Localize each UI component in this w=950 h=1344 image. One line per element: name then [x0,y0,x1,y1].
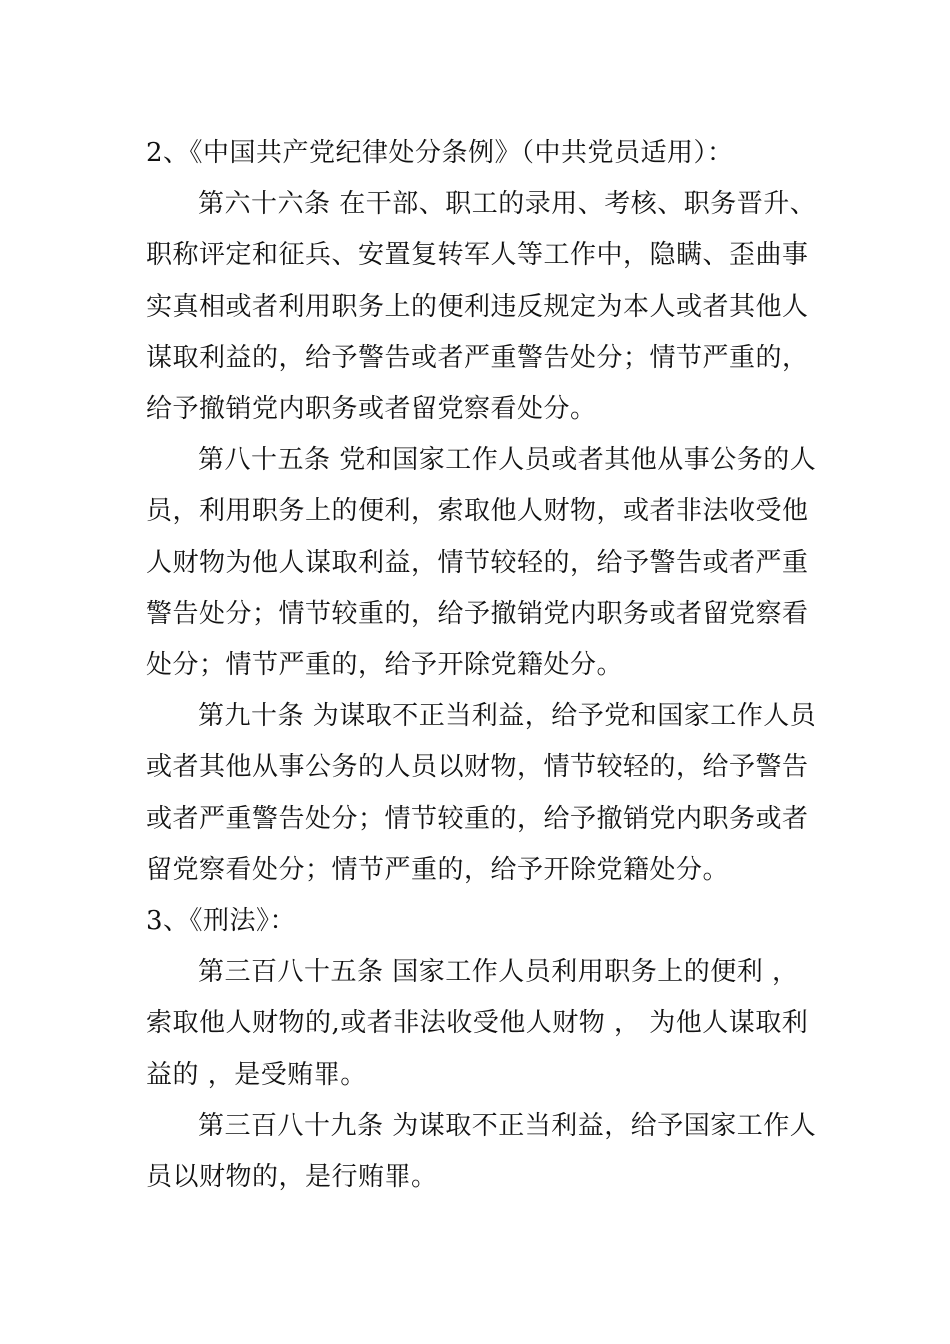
article-line: 处分；情节严重的，给予开除党籍处分。 [146,650,624,681]
article-90 [146,691,817,896]
article-line: 第三百八十五条 国家工作人员利用职务上的便利 ， [198,957,799,988]
article-line: 员以财物的，是行贿罪。 [146,1162,438,1193]
article-line: 谋取利益的，给予警告或者严重警告处分；情节严重的， [146,342,809,373]
article-line: 人财物为他人谋取利益，情节较轻的，给予警告或者严重 [146,547,809,578]
article-line: 第八十五条 党和国家工作人员或者其他从事公务的人 [198,445,817,476]
article-line: 或者严重警告处分；情节较重的，给予撤销党内职务或者 [146,803,809,834]
article-line: 第三百八十九条 为谋取不正当利益，给予国家工作人 [198,1110,817,1141]
section-heading-criminal-law: 3、《刑法》： [146,906,297,937]
article-385 [146,947,809,1101]
section-heading-party-regulations: 2、《中国共产党纪律处分条例》（中共党员适用）： [146,138,734,168]
article-66 [146,179,817,435]
article-line: 警告处分；情节较重的，给予撤销党内职务或者留党察看 [146,598,809,629]
article-line: 留党察看处分；情节严重的，给予开除党籍处分。 [146,854,730,885]
article-85 [146,435,817,691]
article-line: 职称评定和征兵、安置复转军人等工作中，隐瞒、歪曲事 [146,240,809,271]
article-line: 给予撤销党内职务或者留党察看处分。 [146,394,597,425]
article-line: 第六十六条 在干部、职工的录用、考核、职务晋升、 [198,189,817,220]
article-line: 益的 ，是受贿罪。 [146,1059,367,1090]
article-line: 或者其他从事公务的人员以财物，情节较轻的，给予警告 [146,752,809,783]
document-page [146,128,817,1203]
article-line: 索取他人财物的,或者非法收受他人财物 ， 为他人谋取利 [146,1008,809,1039]
article-line: 实真相或者利用职务上的便利违反规定为本人或者其他人 [146,291,809,322]
article-line: 第九十条 为谋取不正当利益，给予党和国家工作人员 [198,701,817,732]
article-389 [146,1101,817,1203]
article-line: 员，利用职务上的便利，索取他人财物，或者非法收受他 [146,496,809,527]
